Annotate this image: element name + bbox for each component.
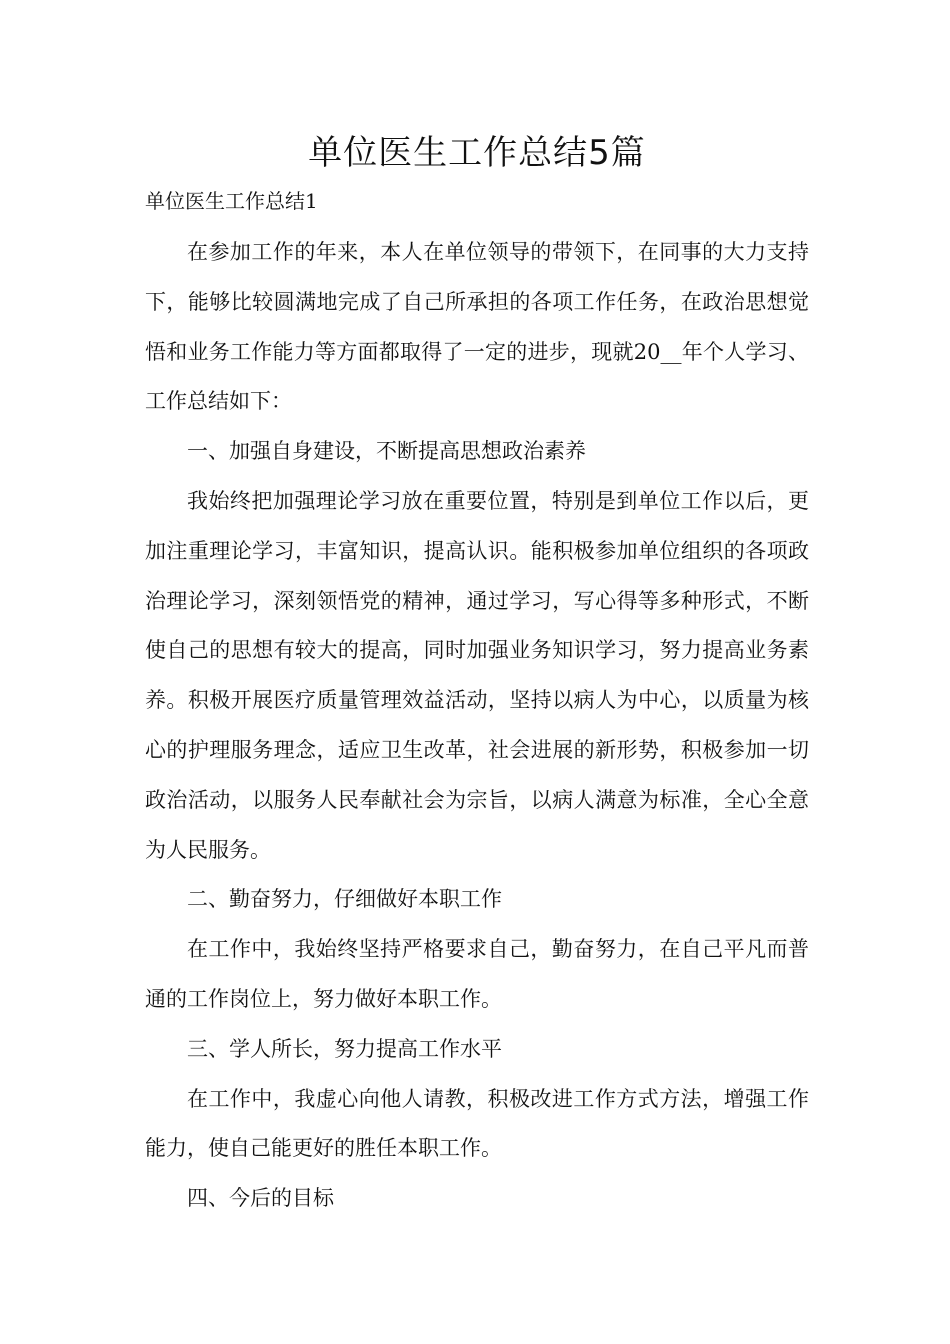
paragraph-intro: 在参加工作的年来，本人在单位领导的带领下，在同事的大力支持下，能够比较圆满地完成了自己所承担的各项工作任务，在政治思想觉悟和业务工作能力等方面都取得了一定的进步，现就20__年个人学习、工作总结如下：: [145, 240, 809, 414]
section-heading-3: 三、学人所长，努力提高工作水平: [187, 1036, 502, 1061]
document-body: [145, 228, 809, 1224]
paragraph-section-2: 在工作中，我始终坚持严格要求自己，勤奋努力，在自己平凡而普通的工作岗位上，努力做好本职工作。: [145, 937, 809, 1011]
document-title: 单位医生工作总结5篇: [308, 133, 646, 173]
section-heading-1: 一、加强自身建设，不断提高思想政治素养: [187, 439, 586, 464]
section-heading-2: 二、勤奋努力，仔细做好本职工作: [187, 887, 502, 912]
section-heading-4: 四、今后的目标: [187, 1186, 334, 1211]
document-subtitle: 单位医生工作总结1: [145, 189, 318, 213]
paragraph-section-3: 在工作中，我虚心向他人请教，积极改进工作方式方法，增强工作能力，使自己能更好的胜任本职工作。: [145, 1086, 809, 1161]
paragraph-section-1: 我始终把加强理论学习放在重要位置，特别是到单位工作以后，更加注重理论学习，丰富知识，提高认识。能积极参加单位组织的各项政治理论学习，深刻领悟党的精神，通过学习，写心得等多种形式，不断使自己的思想有较大的提高，同时加强业务知识学习，努力提高业务素养。积极开展医疗质量管理效益活动，坚持以病人为中心，以质量为核心的护理服务理念，适应卫生改革，社会进展的新形势，积极参加一切政治活动，以服务人民奉献社会为宗旨，以病人满意为标准，全心全意为人民服务。: [145, 488, 809, 862]
